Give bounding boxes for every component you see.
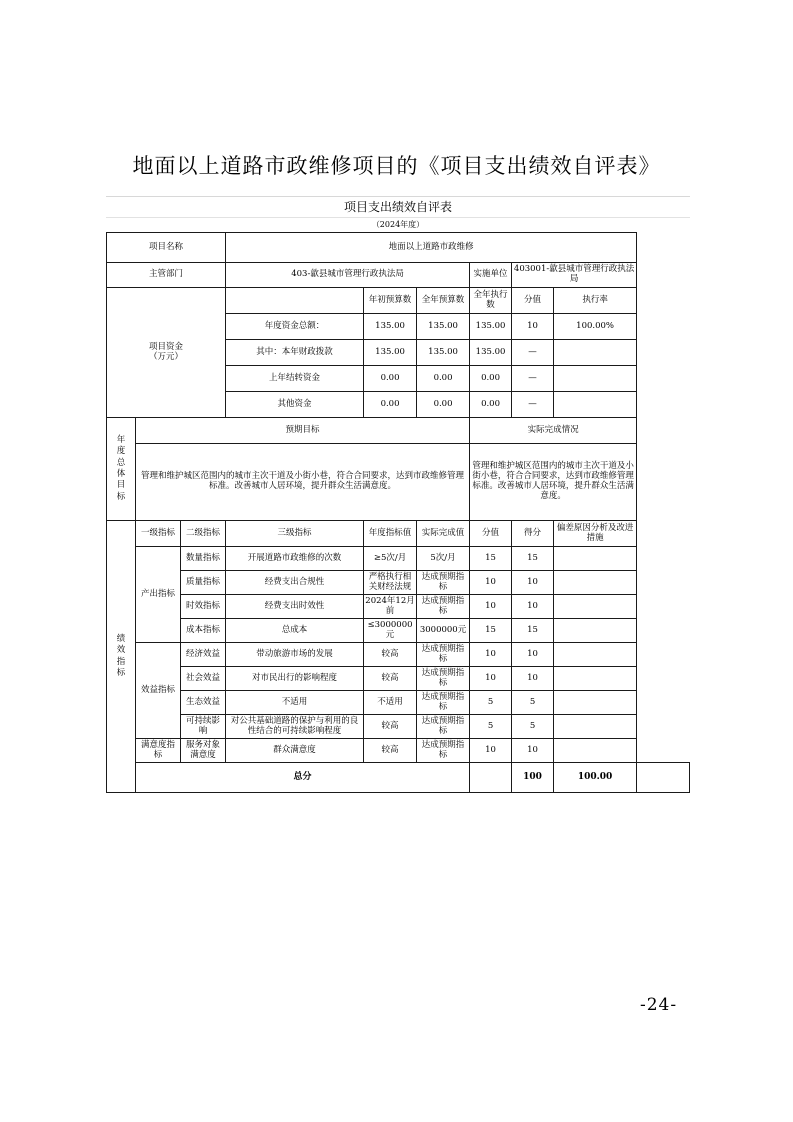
indicator-deviation	[554, 571, 637, 595]
indicator-header-row	[107, 521, 690, 547]
funds-executed: 135.00	[470, 340, 512, 366]
indicator-row	[107, 643, 690, 667]
funds-budget-full: 0.00	[417, 366, 470, 392]
goals-label-char: 度	[116, 446, 126, 457]
header-level2: 二级指标	[181, 521, 226, 547]
indicator-level3: 对市民出行的影响程度	[226, 667, 364, 691]
funds-budget-initial: 0.00	[364, 392, 417, 418]
funds-header-initial: 年初预算数	[364, 288, 417, 314]
goals-label-char: 体	[116, 469, 126, 479]
impl-value: 403001-歙县城市管理行政执法局	[512, 263, 637, 288]
indicator-target: ≥5次/月	[364, 547, 417, 571]
indicator-target: ≤3000000元	[364, 619, 417, 643]
funds-header-executed: 全年执行数	[470, 288, 512, 314]
funds-rate: 100.00%	[554, 314, 637, 340]
indicator-level2: 成本指标	[181, 619, 226, 643]
indicator-level3: 群众满意度	[226, 739, 364, 763]
total-score: 100.00	[554, 763, 637, 793]
indicator-score-value: 10	[470, 571, 512, 595]
indicator-actual: 5次/月	[417, 547, 470, 571]
total-score-value: 100	[512, 763, 554, 793]
indicator-actual: 达成预期指标	[417, 643, 470, 667]
indicator-target: 较高	[364, 715, 417, 739]
indicator-score: 5	[512, 715, 554, 739]
indicator-level2: 可持续影响	[181, 715, 226, 739]
funds-header-blank	[226, 288, 364, 314]
funds-label-line2: （万元）	[149, 351, 184, 362]
funds-budget-full: 135.00	[417, 314, 470, 340]
funds-budget-initial: 135.00	[364, 314, 417, 340]
indicator-score-value: 10	[470, 643, 512, 667]
project-name-row	[107, 233, 690, 263]
indicator-target: 较高	[364, 667, 417, 691]
indicator-level2: 经济效益	[181, 643, 226, 667]
group-output-label: 产出指标	[136, 547, 181, 643]
funds-section-label	[107, 288, 226, 418]
indicator-level2: 数量指标	[181, 547, 226, 571]
page-title: 地面以上道路市政维修项目的《项目支出绩效自评表》	[132, 154, 661, 178]
indicator-row	[107, 739, 690, 763]
header-score-value: 分值	[470, 521, 512, 547]
sheet-year: （2024年度）	[106, 217, 690, 232]
indicator-row	[107, 619, 690, 643]
indicator-actual: 达成预期指标	[417, 571, 470, 595]
funds-budget-full: 135.00	[417, 340, 470, 366]
indicator-deviation	[554, 667, 637, 691]
indicator-deviation	[554, 643, 637, 667]
expected-goal-text: 管理和维护城区范围内的城市主次干道及小街小巷，符合合同要求，达到市政维修管理标准。改善城市人居环境，提升群众生活满意度。	[136, 444, 470, 521]
indicator-level2: 社会效益	[181, 667, 226, 691]
page-number: -24-	[640, 995, 678, 1015]
actual-result-header: 实际完成情况	[470, 418, 637, 444]
indicators-section-label	[107, 521, 136, 793]
funds-score-value: 10	[512, 314, 554, 340]
impl-label: 实施单位	[470, 263, 512, 288]
project-name-value: 地面以上道路市政维修	[226, 233, 637, 263]
funds-budget-initial: 0.00	[364, 366, 417, 392]
indicators-label-char: 指	[116, 656, 126, 667]
indicators-label-char: 绩	[116, 633, 126, 644]
indicator-deviation	[554, 691, 637, 715]
funds-score-value: —	[512, 340, 554, 366]
indicator-score-value: 10	[470, 739, 512, 763]
indicator-score-value: 15	[470, 547, 512, 571]
indicator-level2: 时效指标	[181, 595, 226, 619]
group-benefit-label: 效益指标	[136, 643, 181, 739]
indicator-actual: 达成预期指标	[417, 595, 470, 619]
header-deviation: 偏差原因分析及改进措施	[554, 521, 637, 547]
indicator-actual: 达成预期指标	[417, 691, 470, 715]
indicator-deviation	[554, 715, 637, 739]
indicator-actual: 达成预期指标	[417, 739, 470, 763]
indicator-level3: 经费支出合规性	[226, 571, 364, 595]
funds-header-rate: 执行率	[554, 288, 637, 314]
funds-header-row	[107, 288, 690, 314]
indicator-row	[107, 691, 690, 715]
indicator-score-value: 5	[470, 715, 512, 739]
indicator-actual: 达成预期指标	[417, 667, 470, 691]
indicator-target: 严格执行相关财经法规	[364, 571, 417, 595]
funds-budget-initial: 135.00	[364, 340, 417, 366]
total-blank	[470, 763, 512, 793]
indicator-level2: 质量指标	[181, 571, 226, 595]
indicator-level3: 对公共基础道路的保护与利用的良性结合的可持续影响程度	[226, 715, 364, 739]
funds-executed: 0.00	[470, 366, 512, 392]
project-name-label: 项目名称	[107, 233, 226, 263]
dept-label: 主管部门	[107, 263, 226, 288]
funds-row-label: 上年结转资金	[226, 366, 364, 392]
funds-header-score-value: 分值	[512, 288, 554, 314]
funds-score-value: —	[512, 392, 554, 418]
indicator-actual: 达成预期指标	[417, 715, 470, 739]
goals-label-char: 标	[116, 491, 126, 502]
funds-rate	[554, 392, 637, 418]
indicator-score: 15	[512, 619, 554, 643]
indicator-score: 10	[512, 595, 554, 619]
total-label: 总分	[136, 763, 470, 793]
funds-budget-full: 0.00	[417, 392, 470, 418]
indicator-level2: 生态效益	[181, 691, 226, 715]
header-actual: 实际完成值	[417, 521, 470, 547]
indicator-deviation	[554, 619, 637, 643]
actual-result-text: 管理和维护城区范围内的城市主次干道及小街小巷，符合合同要求，达到市政维修管理标准。改善城市人居环境，提升群众生活满意度。	[470, 444, 637, 521]
sheet-title: 项目支出绩效自评表	[106, 196, 690, 217]
indicator-deviation	[554, 739, 637, 763]
expected-goal-header: 预期目标	[136, 418, 470, 444]
indicator-actual: 3000000元	[417, 619, 470, 643]
indicator-deviation	[554, 595, 637, 619]
funds-rate	[554, 340, 637, 366]
indicators-label-char: 效	[116, 645, 126, 656]
goals-section-label	[107, 418, 136, 521]
indicator-deviation	[554, 547, 637, 571]
funds-label-line1: 项目资金	[149, 341, 184, 352]
funds-row-label: 年度资金总额：	[226, 314, 364, 340]
evaluation-sheet	[106, 196, 690, 793]
goals-header-row	[107, 418, 690, 444]
total-deviation	[637, 763, 690, 793]
indicator-level3: 带动旅游市场的发展	[226, 643, 364, 667]
funds-row-label: 其中：本年财政拨款	[226, 340, 364, 366]
indicator-level3: 开展道路市政维修的次数	[226, 547, 364, 571]
indicator-row	[107, 667, 690, 691]
indicator-score: 10	[512, 643, 554, 667]
funds-executed: 135.00	[470, 314, 512, 340]
header-level3: 三级指标	[226, 521, 364, 547]
indicator-score-value: 10	[470, 595, 512, 619]
indicator-target: 不适用	[364, 691, 417, 715]
indicator-level2: 服务对象满意度	[181, 739, 226, 763]
goals-label-char: 总	[116, 457, 126, 468]
indicator-score: 15	[512, 547, 554, 571]
funds-row-label: 其他资金	[226, 392, 364, 418]
header-target: 年度指标值	[364, 521, 417, 547]
indicator-score: 10	[512, 667, 554, 691]
goals-content-row	[107, 444, 690, 521]
goals-label-char: 目	[116, 480, 126, 491]
header-score: 得分	[512, 521, 554, 547]
group-satisfaction-label: 满意度指标	[136, 739, 181, 763]
indicators-label-char: 标	[116, 667, 126, 678]
indicator-target: 较高	[364, 739, 417, 763]
header-level1: 一级指标	[136, 521, 181, 547]
indicator-score: 5	[512, 691, 554, 715]
indicator-level3: 不适用	[226, 691, 364, 715]
evaluation-table	[106, 232, 690, 793]
goals-label-char: 年	[116, 434, 126, 445]
indicator-score: 10	[512, 571, 554, 595]
department-row	[107, 263, 690, 288]
funds-score-value: —	[512, 366, 554, 392]
indicator-score-value: 15	[470, 619, 512, 643]
indicator-row	[107, 595, 690, 619]
funds-rate	[554, 366, 637, 392]
indicator-score-value: 5	[470, 691, 512, 715]
funds-executed: 0.00	[470, 392, 512, 418]
indicator-score: 10	[512, 739, 554, 763]
total-row	[107, 763, 690, 793]
indicator-level3: 经费支出时效性	[226, 595, 364, 619]
indicator-target: 较高	[364, 643, 417, 667]
indicator-row	[107, 715, 690, 739]
indicator-row	[107, 571, 690, 595]
indicator-target: 2024年12月前	[364, 595, 417, 619]
indicator-level3: 总成本	[226, 619, 364, 643]
dept-value: 403-歙县城市管理行政执法局	[226, 263, 470, 288]
indicator-score-value: 10	[470, 667, 512, 691]
funds-header-full: 全年预算数	[417, 288, 470, 314]
indicator-row	[107, 547, 690, 571]
